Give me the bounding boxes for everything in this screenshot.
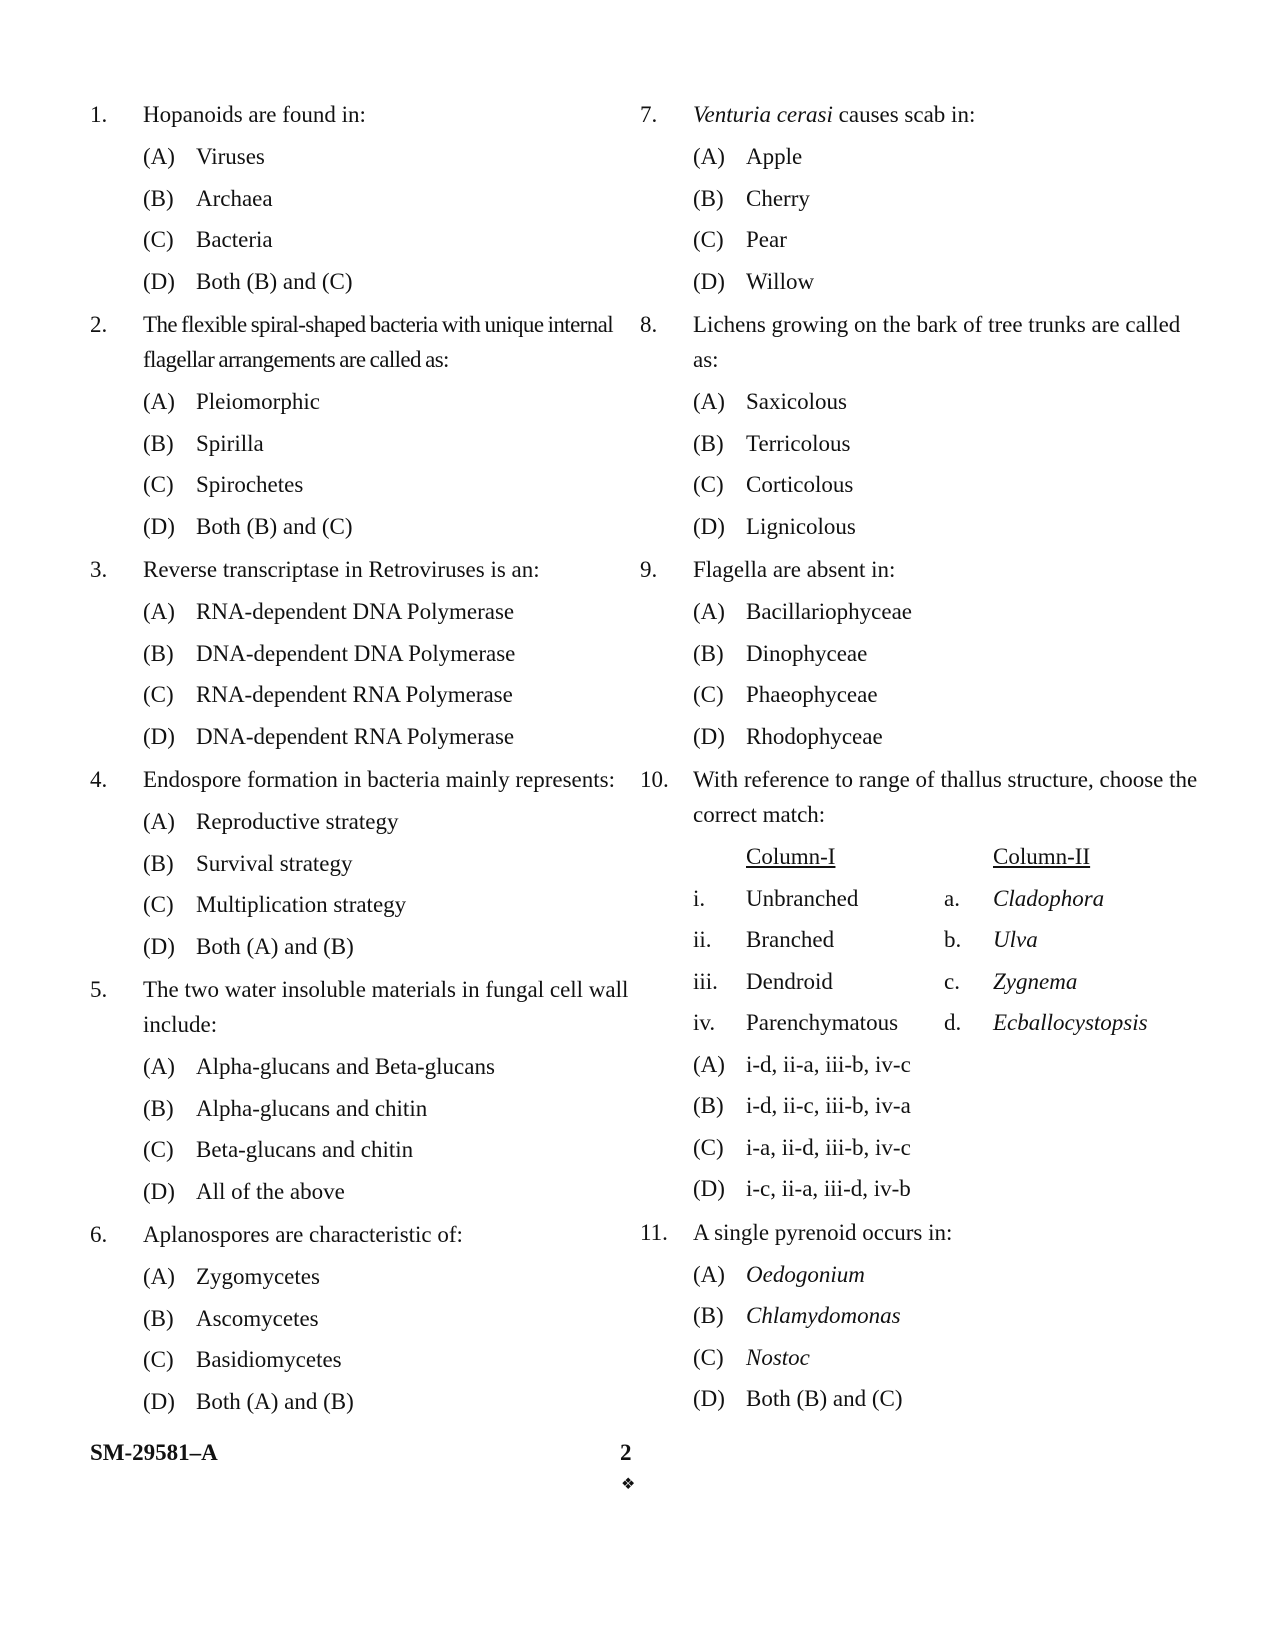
- question-number: 6.: [90, 1222, 108, 1247]
- option-a: (A) i-d, ii-a, iii-b, iv-c: [693, 1051, 911, 1077]
- option-a: (A) RNA-dependent DNA Polymerase: [143, 599, 515, 624]
- question-3: [90, 547, 630, 757]
- option-d: (D) All of the above: [143, 1178, 345, 1204]
- option-b: (B) Archaea: [143, 185, 273, 211]
- match-row: iii. Dendroid c. Zygnema: [693, 968, 1078, 994]
- question-number: 3.: [90, 557, 108, 582]
- question-number: 9.: [640, 557, 658, 582]
- option-a: (A) Viruses: [143, 144, 265, 169]
- column-2-header: Column-II: [993, 844, 1091, 869]
- option-c: (C) Beta-glucans and chitin: [143, 1137, 414, 1162]
- options-list: [143, 801, 630, 967]
- question-stem: A single pyrenoid occurs in:: [693, 1219, 953, 1245]
- question-stem: With reference to range of thallus structure, choose the correct match:: [693, 767, 1198, 827]
- footer-code: SM-29581–A: [90, 1440, 218, 1465]
- question-stem: The two water insoluble materials in fungal cell wall include:: [143, 977, 629, 1037]
- option-d: (D) Rhodophyceae: [693, 723, 883, 749]
- option-d: (D) Both (B) and (C): [143, 268, 353, 294]
- question-5: [90, 967, 630, 1212]
- option-b: (B) Survival strategy: [143, 850, 353, 876]
- question-stem: The flexible spiral-shaped bacteria with unique internal flagellar arrangements are called as:: [143, 312, 614, 372]
- option-c: (C) Basidiomycetes: [143, 1347, 342, 1372]
- option-c: (C) RNA-dependent RNA Polymerase: [143, 682, 513, 707]
- option-a: (A) Zygomycetes: [143, 1264, 320, 1289]
- option-a: (A) Saxicolous: [693, 389, 847, 414]
- match-row: ii. Branched b. Ulva: [693, 927, 1038, 952]
- question-stem: Hopanoids are found in:: [143, 102, 366, 127]
- question-number: 1.: [90, 102, 108, 127]
- question-number: 8.: [640, 312, 658, 337]
- option-d: (D) Both (B) and (C): [143, 513, 353, 539]
- options-list: [143, 136, 630, 302]
- question-stem: Aplanospores are characteristic of:: [143, 1222, 463, 1247]
- question-7: [640, 92, 1200, 302]
- option-b: (B) Alpha-glucans and chitin: [143, 1095, 428, 1121]
- option-c: (C) Pear: [693, 227, 787, 252]
- option-d: (D) DNA-dependent RNA Polymerase: [143, 723, 515, 749]
- options-list: [693, 136, 1200, 302]
- question-10: [640, 757, 1200, 1210]
- option-b: (B) Cherry: [693, 185, 810, 211]
- question-8: [640, 302, 1200, 547]
- option-d: (D) Both (A) and (B): [143, 933, 354, 959]
- options-list: [143, 1256, 630, 1422]
- option-d: (D) Lignicolous: [693, 513, 856, 539]
- match-row: iv. Parenchymatous d. Ecballocystopsis: [693, 1010, 1148, 1035]
- left-column: [90, 92, 630, 1422]
- option-a: (A) Oedogonium: [693, 1261, 865, 1287]
- option-a: (A) Reproductive strategy: [143, 809, 399, 834]
- question-number: 7.: [640, 102, 658, 127]
- match-table: [693, 836, 1200, 1044]
- option-b: (B) Terricolous: [693, 430, 851, 456]
- options-list: [693, 381, 1200, 547]
- options-list: [693, 591, 1200, 757]
- option-b: (B) Spirilla: [143, 430, 264, 456]
- species-name: Venturia cerasi: [693, 102, 833, 127]
- option-b: (B) Chlamydomonas: [693, 1303, 901, 1328]
- option-b: (B) Ascomycetes: [143, 1305, 319, 1331]
- option-b: (B) i-d, ii-c, iii-b, iv-a: [693, 1093, 911, 1118]
- match-table-header: [693, 836, 1200, 878]
- page-number: 2: [620, 1440, 632, 1465]
- option-c: (C) Multiplication strategy: [143, 892, 407, 917]
- option-b: (B) DNA-dependent DNA Polymerase: [143, 640, 516, 666]
- option-c: (C) Spirochetes: [143, 472, 304, 497]
- question-number: 10.: [640, 767, 669, 792]
- option-a: (A) Bacillariophyceae: [693, 599, 913, 624]
- option-a: (A) Apple: [693, 144, 803, 169]
- option-c: (C) Phaeophyceae: [693, 682, 878, 707]
- option-c: (C) Bacteria: [143, 227, 273, 252]
- column-1-header: Column-I: [746, 844, 836, 869]
- options-list: [693, 1254, 1200, 1420]
- question-stem: Reverse transcriptase in Retroviruses is an:: [143, 557, 540, 582]
- question-stem: Flagella are absent in:: [693, 557, 896, 582]
- right-column: [640, 92, 1200, 1420]
- question-number: 5.: [90, 977, 108, 1002]
- option-d: (D) i-c, ii-a, iii-d, iv-b: [693, 1176, 911, 1201]
- question-stem: Endospore formation in bacteria mainly represents:: [143, 767, 615, 792]
- question-9: [640, 547, 1200, 757]
- options-list: [693, 1044, 1200, 1210]
- option-c: (C) Corticolous: [693, 472, 854, 497]
- options-list: [143, 1046, 630, 1212]
- question-number: 4.: [90, 767, 108, 792]
- question-11: [640, 1210, 1200, 1420]
- option-d: (D) Both (A) and (B): [143, 1388, 354, 1414]
- option-d: (D) Willow: [693, 268, 815, 294]
- option-c: (C) i-a, ii-d, iii-b, iv-c: [693, 1134, 911, 1160]
- question-1: [90, 92, 630, 302]
- options-list: [143, 381, 630, 547]
- option-a: (A) Alpha-glucans and Beta-glucans: [143, 1054, 495, 1079]
- question-number: 11.: [640, 1219, 668, 1245]
- option-c: (C) Nostoc: [693, 1344, 810, 1370]
- option-b: (B) Dinophyceae: [693, 640, 868, 666]
- question-number: 2.: [90, 312, 108, 337]
- match-row: i. Unbranched a. Cladophora: [693, 885, 1105, 911]
- question-stem: Venturia cerasi causes scab in:: [693, 102, 976, 127]
- question-stem: Lichens growing on the bark of tree trunks are called as:: [693, 312, 1181, 372]
- option-a: (A) Pleiomorphic: [143, 389, 320, 414]
- question-6: [90, 1212, 630, 1422]
- option-d: (D) Both (B) and (C): [693, 1386, 903, 1411]
- question-2: [90, 302, 630, 547]
- options-list: [143, 591, 630, 757]
- question-4: [90, 757, 630, 967]
- ornament-icon: ❖: [621, 1476, 636, 1493]
